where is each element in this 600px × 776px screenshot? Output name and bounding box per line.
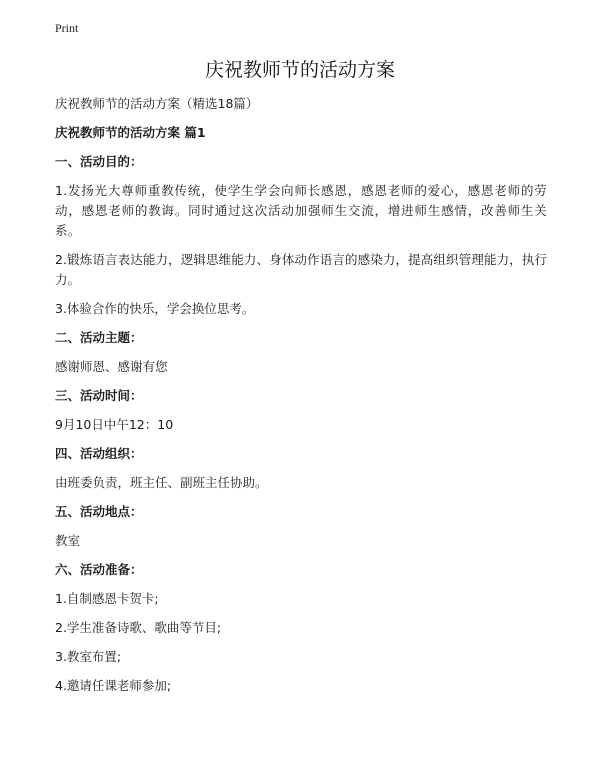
purpose-paragraph-3: 3.体验合作的快乐，学会换位思考。 <box>55 301 255 316</box>
section-heading-purpose: 一、活动目的： <box>55 154 143 169</box>
purpose-paragraph-2: 2.锻炼语言表达能力，逻辑思维能力、身体动作语言的感染力，提高组织管理能力，执行力。 <box>55 252 547 287</box>
section-heading-organization: 四、活动组织： <box>55 446 143 461</box>
preparation-item-2: 2.学生准备诗歌、歌曲等节目; <box>55 620 222 635</box>
section-heading-time: 三、活动时间： <box>55 388 143 403</box>
document-subtitle: 庆祝教师节的活动方案（精选18篇） <box>55 96 259 111</box>
article-title: 庆祝教师节的活动方案 篇1 <box>55 125 206 140</box>
theme-paragraph: 感谢师恩、感谢有您 <box>55 359 168 374</box>
section-heading-theme: 二、活动主题： <box>55 330 143 345</box>
preparation-item-1: 1.自制感恩卡贺卡; <box>55 591 159 606</box>
purpose-paragraph-1: 1.发扬光大尊师重教传统，使学生学会向师长感恩，感恩老师的爱心，感恩老师的劳动，感恩老师的教诲。同时通过这次活动加强师生交流，增进师生感情，改善师生关系。 <box>55 183 547 238</box>
time-paragraph: 9月10日中午12：10 <box>55 417 174 432</box>
document-body <box>55 94 547 705</box>
preparation-item-4: 4.邀请任课老师参加; <box>55 678 172 693</box>
organization-paragraph: 由班委负责，班主任、副班主任协助。 <box>55 475 268 490</box>
location-paragraph: 教室 <box>55 533 81 548</box>
preparation-item-3: 3.教室布置; <box>55 649 122 664</box>
section-heading-preparation: 六、活动准备： <box>55 562 143 577</box>
print-label: Print <box>55 21 79 35</box>
document-title: 庆祝教师节的活动方案 <box>204 59 395 81</box>
section-heading-location: 五、活动地点： <box>55 504 143 519</box>
